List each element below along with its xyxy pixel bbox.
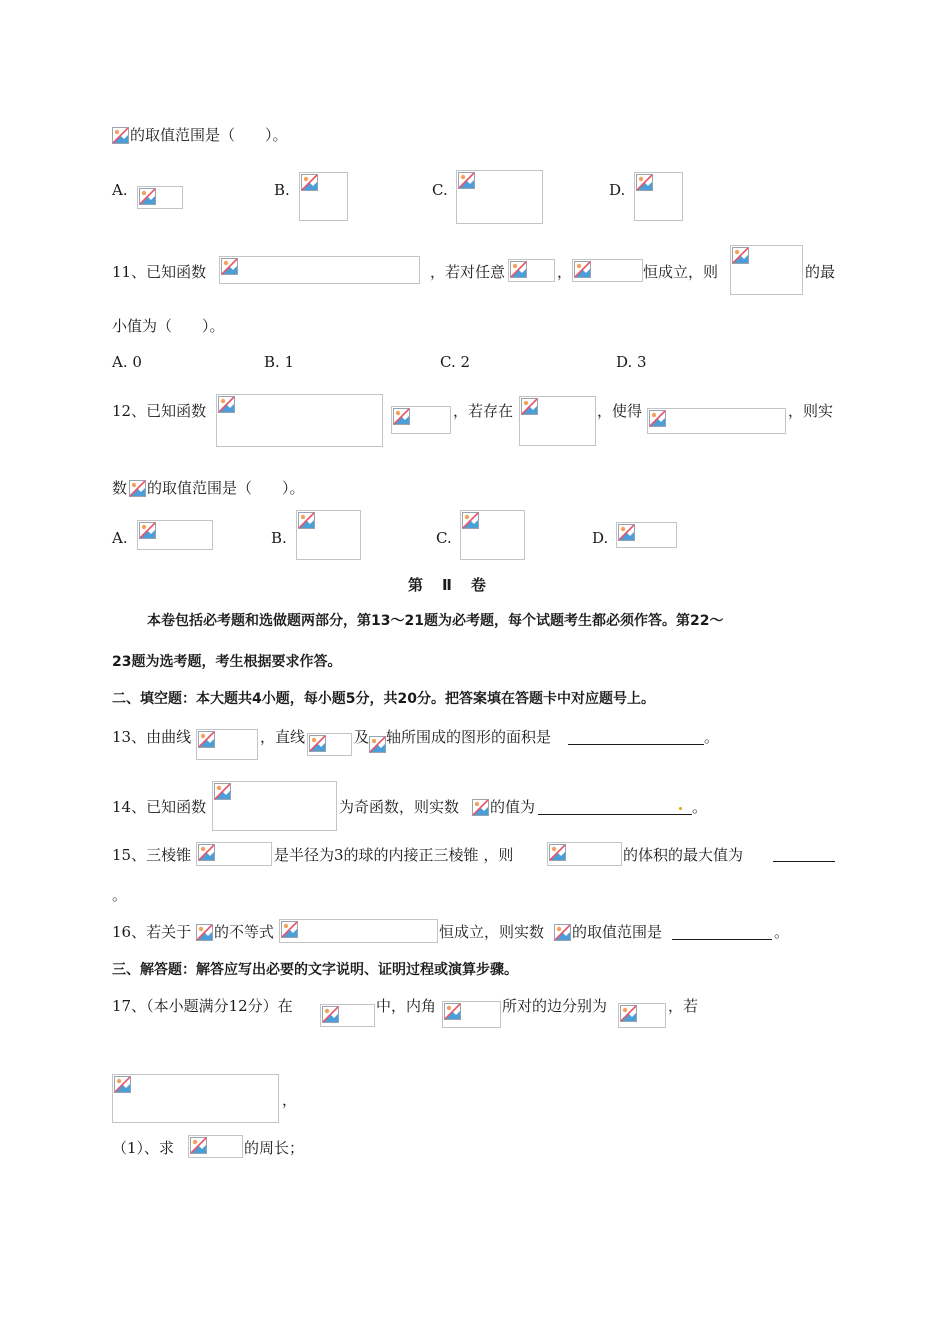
q11-text-2: ，若对任意 <box>430 263 506 281</box>
q10-stem-tail: 的取值范围是（ ）。 <box>130 126 288 144</box>
answer-blank <box>538 814 692 815</box>
q16-text-5: 。 <box>774 923 790 941</box>
option-d-label: D. <box>592 529 609 547</box>
formula-image <box>456 170 543 224</box>
formula-image <box>196 842 272 866</box>
formula-image <box>634 172 683 221</box>
broken-image-icon <box>196 927 213 945</box>
q17-part1-text-1: （1）、求 <box>112 1139 175 1157</box>
q17-part1-text-2: 的周长； <box>244 1139 305 1157</box>
q17-text-4: ，若 <box>668 997 699 1015</box>
formula-image <box>519 396 596 446</box>
broken-image-icon <box>732 247 749 264</box>
broken-image-icon <box>214 783 231 800</box>
answer-blank <box>672 939 772 940</box>
q13-text-1: 13、由曲线 <box>112 728 192 746</box>
broken-image-icon <box>554 927 571 945</box>
q11-text-6: 小值为（ ）。 <box>112 317 225 335</box>
broken-image-icon <box>139 522 156 539</box>
q14-text-1: 14、已知函数 <box>112 798 207 816</box>
formula-image <box>129 480 147 498</box>
formula-image <box>279 919 438 943</box>
option-c-label: C. <box>436 529 452 547</box>
q15-text-1: 15、三棱锥 <box>112 846 192 864</box>
ink-dot <box>679 807 682 810</box>
q13-text-3: 及 <box>354 728 370 746</box>
broken-image-icon <box>549 844 566 861</box>
formula-image <box>616 522 677 548</box>
option-c: C. 2 <box>440 353 471 371</box>
broken-image-icon <box>198 844 215 861</box>
broken-image-icon <box>309 735 326 752</box>
part2-intro-line2: 23题为选考题，考生根据要求作答。 <box>112 654 342 670</box>
formula-image <box>112 1074 279 1123</box>
section-heading-solutions: 三、解答题：解答应写出必要的文字说明、证明过程或演算步骤。 <box>112 962 518 978</box>
formula-image <box>460 510 525 560</box>
broken-image-icon <box>472 802 489 820</box>
formula-image <box>137 520 213 550</box>
broken-image-icon <box>281 921 298 938</box>
formula-image <box>547 842 622 866</box>
formula-image <box>112 127 130 145</box>
q15-text-4: 。 <box>112 886 128 904</box>
q11-text-1: 11、已知函数 <box>112 263 207 281</box>
broken-image-icon <box>114 1076 131 1093</box>
q16-text-3: 恒成立，则实数 <box>439 923 545 941</box>
broken-image-icon <box>521 398 538 415</box>
q13-text-4: 轴所围成的图形的面积是 <box>386 728 552 746</box>
formula-image <box>391 406 451 434</box>
option-d-label: D. <box>609 181 626 199</box>
broken-image-icon <box>298 512 315 529</box>
q12-text-2: ，若存在 <box>453 402 514 420</box>
q11-text-4: 恒成立，则 <box>643 263 719 281</box>
option-a-label: A. <box>112 181 128 199</box>
option-c-label: C. <box>432 181 448 199</box>
q12-text-4: ，则实 <box>788 402 834 420</box>
broken-image-icon <box>444 1003 461 1020</box>
formula-image <box>137 186 183 209</box>
broken-image-icon <box>574 261 591 278</box>
formula-image <box>296 510 361 560</box>
q11-text-3: ， <box>557 263 573 281</box>
option-a-label: A. <box>112 529 128 547</box>
q13-text-5: 。 <box>704 728 720 746</box>
formula-image <box>299 172 348 221</box>
q14-text-3: 的值为 <box>490 798 536 816</box>
q16-text-1: 16、若关于 <box>112 923 192 941</box>
section-title: 第 Ⅱ 卷 <box>408 576 488 594</box>
broken-image-icon <box>190 1137 207 1154</box>
formula-image <box>219 256 420 284</box>
formula-image <box>320 1004 375 1027</box>
formula-image <box>647 408 786 434</box>
formula-image <box>442 1001 501 1028</box>
broken-image-icon <box>112 130 129 148</box>
broken-image-icon <box>510 261 527 278</box>
broken-image-icon <box>618 524 635 541</box>
broken-image-icon <box>649 410 666 427</box>
answer-blank <box>773 861 835 862</box>
option-d: D. 3 <box>616 353 647 371</box>
broken-image-icon <box>322 1006 339 1023</box>
q17-text-3: 所对的边分别为 <box>502 997 608 1015</box>
broken-image-icon <box>462 512 479 529</box>
part2-intro-line1: 本卷包括必考题和选做题两部分，第13～21题为必考题，每个试题考生都必须作答。第22～ <box>147 613 724 629</box>
broken-image-icon <box>218 396 235 413</box>
q12-text-6: 的取值范围是（ ）。 <box>147 479 305 497</box>
q11-text-5: 的最 <box>805 263 836 281</box>
broken-image-icon <box>636 174 653 191</box>
formula-image <box>508 259 555 282</box>
q15-text-3: 的体积的最大值为 <box>623 846 744 864</box>
q17-text-5: ， <box>282 1091 298 1109</box>
formula-image <box>188 1135 243 1158</box>
formula-image <box>572 259 643 282</box>
broken-image-icon <box>458 172 475 189</box>
broken-image-icon <box>129 483 146 501</box>
section-heading-fill-in: 二、填空题：本大题共4小题，每小题5分，共20分。把答案填在答题卡中对应题号上。 <box>112 691 655 707</box>
option-b-label: B. <box>271 529 287 547</box>
q17-text-2: 中，内角 <box>376 997 437 1015</box>
formula-image <box>307 733 352 756</box>
formula-image <box>196 729 258 760</box>
q12-text-3: ，使得 <box>597 402 643 420</box>
broken-image-icon <box>620 1005 637 1022</box>
formula-image <box>730 245 803 295</box>
option-b-label: B. <box>274 181 290 199</box>
formula-image <box>472 799 490 817</box>
q16-text-4: 的取值范围是 <box>572 923 663 941</box>
broken-image-icon <box>393 408 410 425</box>
broken-image-icon <box>369 739 386 757</box>
option-a: A. 0 <box>112 353 142 371</box>
q15-text-2: 是半径为3的球的内接正三棱锥 ，则 <box>274 846 514 864</box>
formula-image <box>212 781 337 831</box>
broken-image-icon <box>221 258 238 275</box>
q12-text-5: 数 <box>112 479 128 497</box>
q13-text-2: ，直线 <box>260 728 306 746</box>
formula-image <box>369 736 386 753</box>
option-b: B. 1 <box>264 353 295 371</box>
broken-image-icon <box>139 188 156 205</box>
formula-image <box>554 924 572 942</box>
q12-text-1: 12、已知函数 <box>112 402 207 420</box>
q16-text-2: 的不等式 <box>214 923 275 941</box>
answer-blank <box>568 744 704 745</box>
broken-image-icon <box>301 174 318 191</box>
formula-image <box>196 924 214 942</box>
q14-text-2: 为奇函数，则实数 <box>339 798 460 816</box>
formula-image <box>618 1003 666 1028</box>
q17-text-1: 17、（本小题满分12分）在 <box>112 997 293 1015</box>
q14-text-4: 。 <box>692 798 708 816</box>
broken-image-icon <box>198 731 215 748</box>
formula-image <box>216 394 383 447</box>
